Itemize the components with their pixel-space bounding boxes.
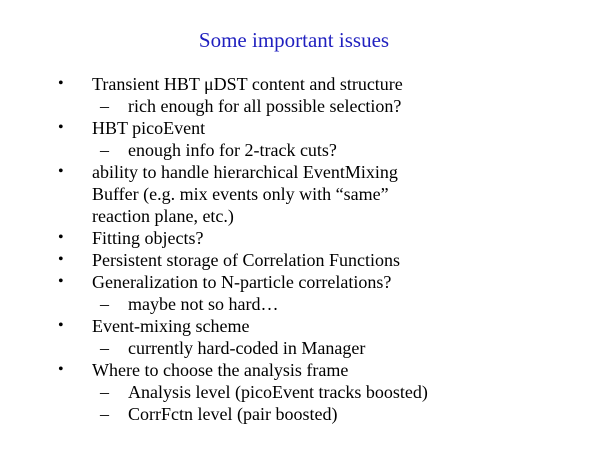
bullet-dash: – bbox=[100, 96, 109, 116]
sub-bullet-item bbox=[0, 139, 600, 161]
bullet-text: enough info for 2-track cuts? bbox=[128, 140, 337, 160]
sub-bullet-item bbox=[0, 337, 600, 359]
bullet-dash: – bbox=[100, 404, 109, 424]
bullet-dot: • bbox=[58, 119, 64, 136]
bullet-item bbox=[0, 117, 600, 139]
bullet-text: maybe not so hard… bbox=[128, 294, 279, 314]
bullet-text: CorrFctn level (pair boosted) bbox=[128, 404, 338, 424]
bullet-dot: • bbox=[58, 163, 64, 180]
bullet-text: Persistent storage of Correlation Functions bbox=[92, 250, 400, 270]
bullet-dash: – bbox=[100, 140, 109, 160]
bullet-item bbox=[0, 315, 600, 337]
bullet-item bbox=[0, 183, 600, 205]
sub-bullet-item bbox=[0, 381, 600, 403]
bullet-text: Analysis level (picoEvent tracks boosted) bbox=[128, 382, 428, 402]
bullet-text: reaction plane, etc.) bbox=[92, 206, 234, 226]
bullet-text: Generalization to N-particle correlations? bbox=[92, 272, 392, 292]
bullet-dot: • bbox=[58, 229, 64, 246]
sub-bullet-item bbox=[0, 95, 600, 117]
bullet-item bbox=[0, 249, 600, 271]
bullet-item bbox=[0, 161, 600, 183]
sub-bullet-item bbox=[0, 403, 600, 425]
bullet-text: Buffer (e.g. mix events only with “same” bbox=[92, 184, 389, 204]
bullet-dot: • bbox=[58, 251, 64, 268]
bullet-text: Where to choose the analysis frame bbox=[92, 360, 349, 380]
bullet-dot: • bbox=[58, 317, 64, 334]
bullet-item bbox=[0, 73, 600, 95]
bullet-dot: • bbox=[58, 273, 64, 290]
bullet-text: Transient HBT μDST content and structure bbox=[92, 74, 403, 94]
bullet-item bbox=[0, 271, 600, 293]
slide-title: Some important issues bbox=[198, 28, 390, 52]
bullet-list bbox=[0, 73, 600, 425]
bullet-text: Fitting objects? bbox=[92, 228, 204, 248]
bullet-text: HBT picoEvent bbox=[92, 118, 206, 138]
bullet-text: Event-mixing scheme bbox=[92, 316, 250, 336]
bullet-item bbox=[0, 359, 600, 381]
bullet-text: rich enough for all possible selection? bbox=[128, 96, 402, 116]
bullet-text: currently hard-coded in Manager bbox=[128, 338, 366, 358]
bullet-dot: • bbox=[58, 75, 64, 92]
bullet-text: ability to handle hierarchical EventMixing bbox=[92, 162, 398, 182]
sub-bullet-item bbox=[0, 293, 600, 315]
bullet-item bbox=[0, 227, 600, 249]
bullet-dash: – bbox=[100, 382, 109, 402]
bullet-item bbox=[0, 205, 600, 227]
bullet-dash: – bbox=[100, 338, 109, 358]
bullet-dash: – bbox=[100, 294, 109, 314]
bullet-dot: • bbox=[58, 361, 64, 378]
